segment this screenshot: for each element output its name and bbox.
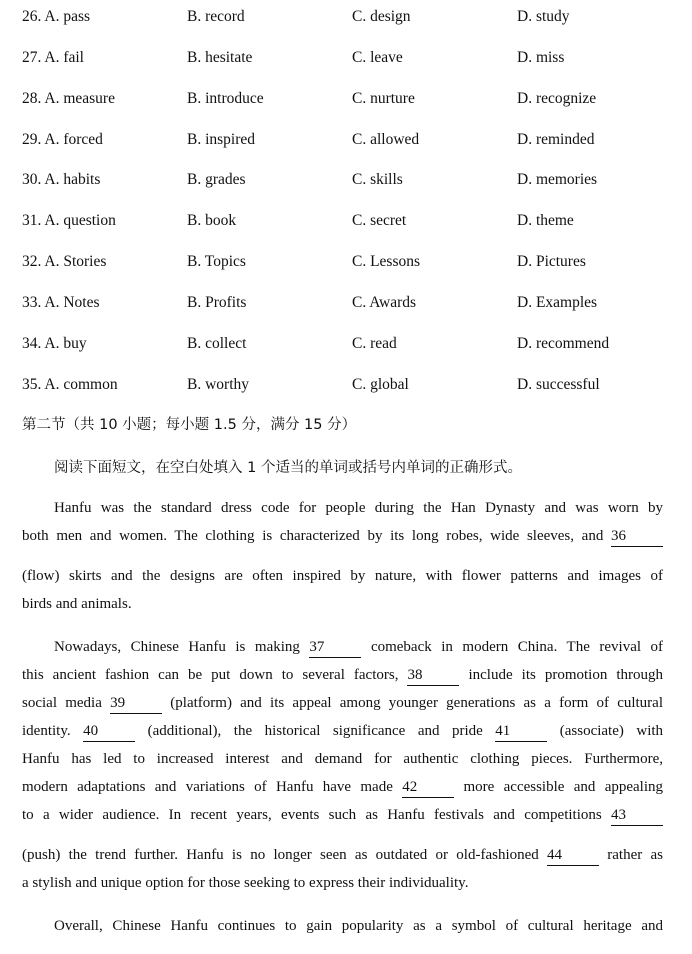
blank-42: 42 (402, 778, 454, 798)
option-c: C. allowed (352, 131, 420, 148)
option-d: D. Pictures (517, 253, 586, 270)
option-d: D. recognize (517, 90, 597, 107)
option-a: 33. A. Notes (22, 294, 100, 311)
question-row-35 (0, 376, 692, 398)
blank-40: 40 (83, 722, 135, 742)
option-b: B. collect (187, 335, 247, 352)
text-segment: comeback in modern China. The revival of (370, 639, 664, 655)
option-b: B. record (187, 8, 245, 25)
option-c: C. nurture (352, 90, 415, 107)
option-c: C. read (352, 335, 397, 352)
option-b: B. introduce (187, 90, 264, 107)
paragraph-line (22, 841, 663, 869)
question-row-34 (0, 335, 692, 357)
option-d: D. study (517, 8, 570, 25)
paragraph-line (22, 689, 663, 717)
option-a: 30. A. habits (22, 171, 101, 188)
text-segment: Nowadays, Chinese Hanfu is making (54, 639, 300, 655)
option-a: 28. A. measure (22, 90, 115, 107)
option-b: B. book (187, 212, 237, 229)
blank-39: 39 (110, 694, 162, 714)
question-row-26 (0, 8, 692, 30)
paragraph-line: birds and animals. (22, 596, 132, 612)
paragraph-line (22, 773, 663, 801)
option-d: D. reminded (517, 131, 595, 148)
option-c: C. global (352, 376, 409, 393)
text-segment: (push) the trend further. Hanfu is no longer seen as outdated or old-fashioned (22, 847, 539, 863)
paragraph-line: Hanfu was the standard dress code for people during the Han Dynasty and was worn by (54, 500, 663, 516)
option-a: 29. A. forced (22, 131, 103, 148)
option-c: C. Lessons (352, 253, 421, 270)
blank-41: 41 (495, 722, 547, 742)
paragraph-line: (flow) skirts and the designs are often inspired by nature, with flower patterns and images of (22, 568, 663, 584)
blank-43: 43 (611, 806, 663, 826)
passage-paragraph-3 (22, 912, 663, 940)
question-row-30 (0, 171, 692, 193)
option-c: C. leave (352, 49, 403, 66)
paragraph-line (22, 801, 663, 829)
option-d: D. memories (517, 171, 598, 188)
option-b: B. Topics (187, 253, 246, 270)
text-segment: both men and women. The clothing is characterized by its long robes, wide sleeves, and (22, 528, 604, 544)
option-c: C. secret (352, 212, 407, 229)
text-segment: to a wider audience. In recent years, events such as Hanfu festivals and competitions (22, 807, 602, 823)
text-segment: identity. (22, 723, 71, 739)
option-a: 26. A. pass (22, 8, 91, 25)
option-a: 35. A. common (22, 376, 118, 393)
paragraph-line (22, 633, 663, 661)
blank-38: 38 (407, 666, 459, 686)
question-row-27 (0, 49, 692, 71)
paragraph-line: Overall, Chinese Hanfu continues to gain popularity as a symbol of cultural heritage and (54, 918, 663, 934)
text-segment: rather as (607, 847, 663, 863)
text-segment: social media (22, 695, 102, 711)
option-b: B. Profits (187, 294, 247, 311)
option-c: C. Awards (352, 294, 417, 311)
blank-37: 37 (309, 638, 361, 658)
option-a: 34. A. buy (22, 335, 87, 352)
blank-36: 36 (611, 527, 663, 547)
option-b: B. inspired (187, 131, 256, 148)
text-segment: (platform) and its appeal among younger generations as a form of cultural (170, 695, 664, 711)
paragraph-line: Hanfu has led to increased interest and demand for authentic clothing pieces. Furthermore, (22, 751, 663, 767)
question-row-28 (0, 90, 692, 112)
question-row-31 (0, 212, 692, 234)
section-heading: 第二节（共 10 小题；每小题 1.5 分，满分 15 分） (22, 417, 357, 433)
question-row-33 (0, 294, 692, 316)
paragraph-line (22, 661, 663, 689)
option-c: C. skills (352, 171, 403, 188)
question-row-29 (0, 131, 692, 153)
option-b: B. hesitate (187, 49, 253, 66)
question-row-32 (0, 253, 692, 275)
option-a: 27. A. fail (22, 49, 84, 66)
text-segment: this ancient fashion can be put down to several factors, (22, 667, 399, 683)
text-segment: include its promotion through (468, 667, 664, 683)
paragraph-line (22, 717, 663, 745)
option-d: D. theme (517, 212, 574, 229)
passage-paragraph-1 (22, 494, 663, 618)
option-a: 31. A. question (22, 212, 116, 229)
paragraph-line (22, 522, 663, 550)
option-d: D. miss (517, 49, 565, 66)
option-b: B. worthy (187, 376, 249, 393)
option-a: 32. A. Stories (22, 253, 107, 270)
option-d: D. successful (517, 376, 600, 393)
blank-44: 44 (547, 846, 599, 866)
paragraph-line: a stylish and unique option for those seeking to express their individuality. (22, 875, 469, 891)
text-segment: (additional), the historical significance and pride (147, 723, 483, 739)
text-segment: modern adaptations and variations of Hanfu have made (22, 779, 393, 795)
passage-paragraph-2 (22, 633, 663, 897)
text-segment: more accessible and appealing (463, 779, 664, 795)
option-d: D. recommend (517, 335, 610, 352)
option-d: D. Examples (517, 294, 598, 311)
option-c: C. design (352, 8, 411, 25)
text-segment: (associate) with (559, 723, 664, 739)
option-b: B. grades (187, 171, 246, 188)
instruction-text: 阅读下面短文，在空白处填入 1 个适当的单词或括号内单词的正确形式。 (54, 460, 522, 476)
